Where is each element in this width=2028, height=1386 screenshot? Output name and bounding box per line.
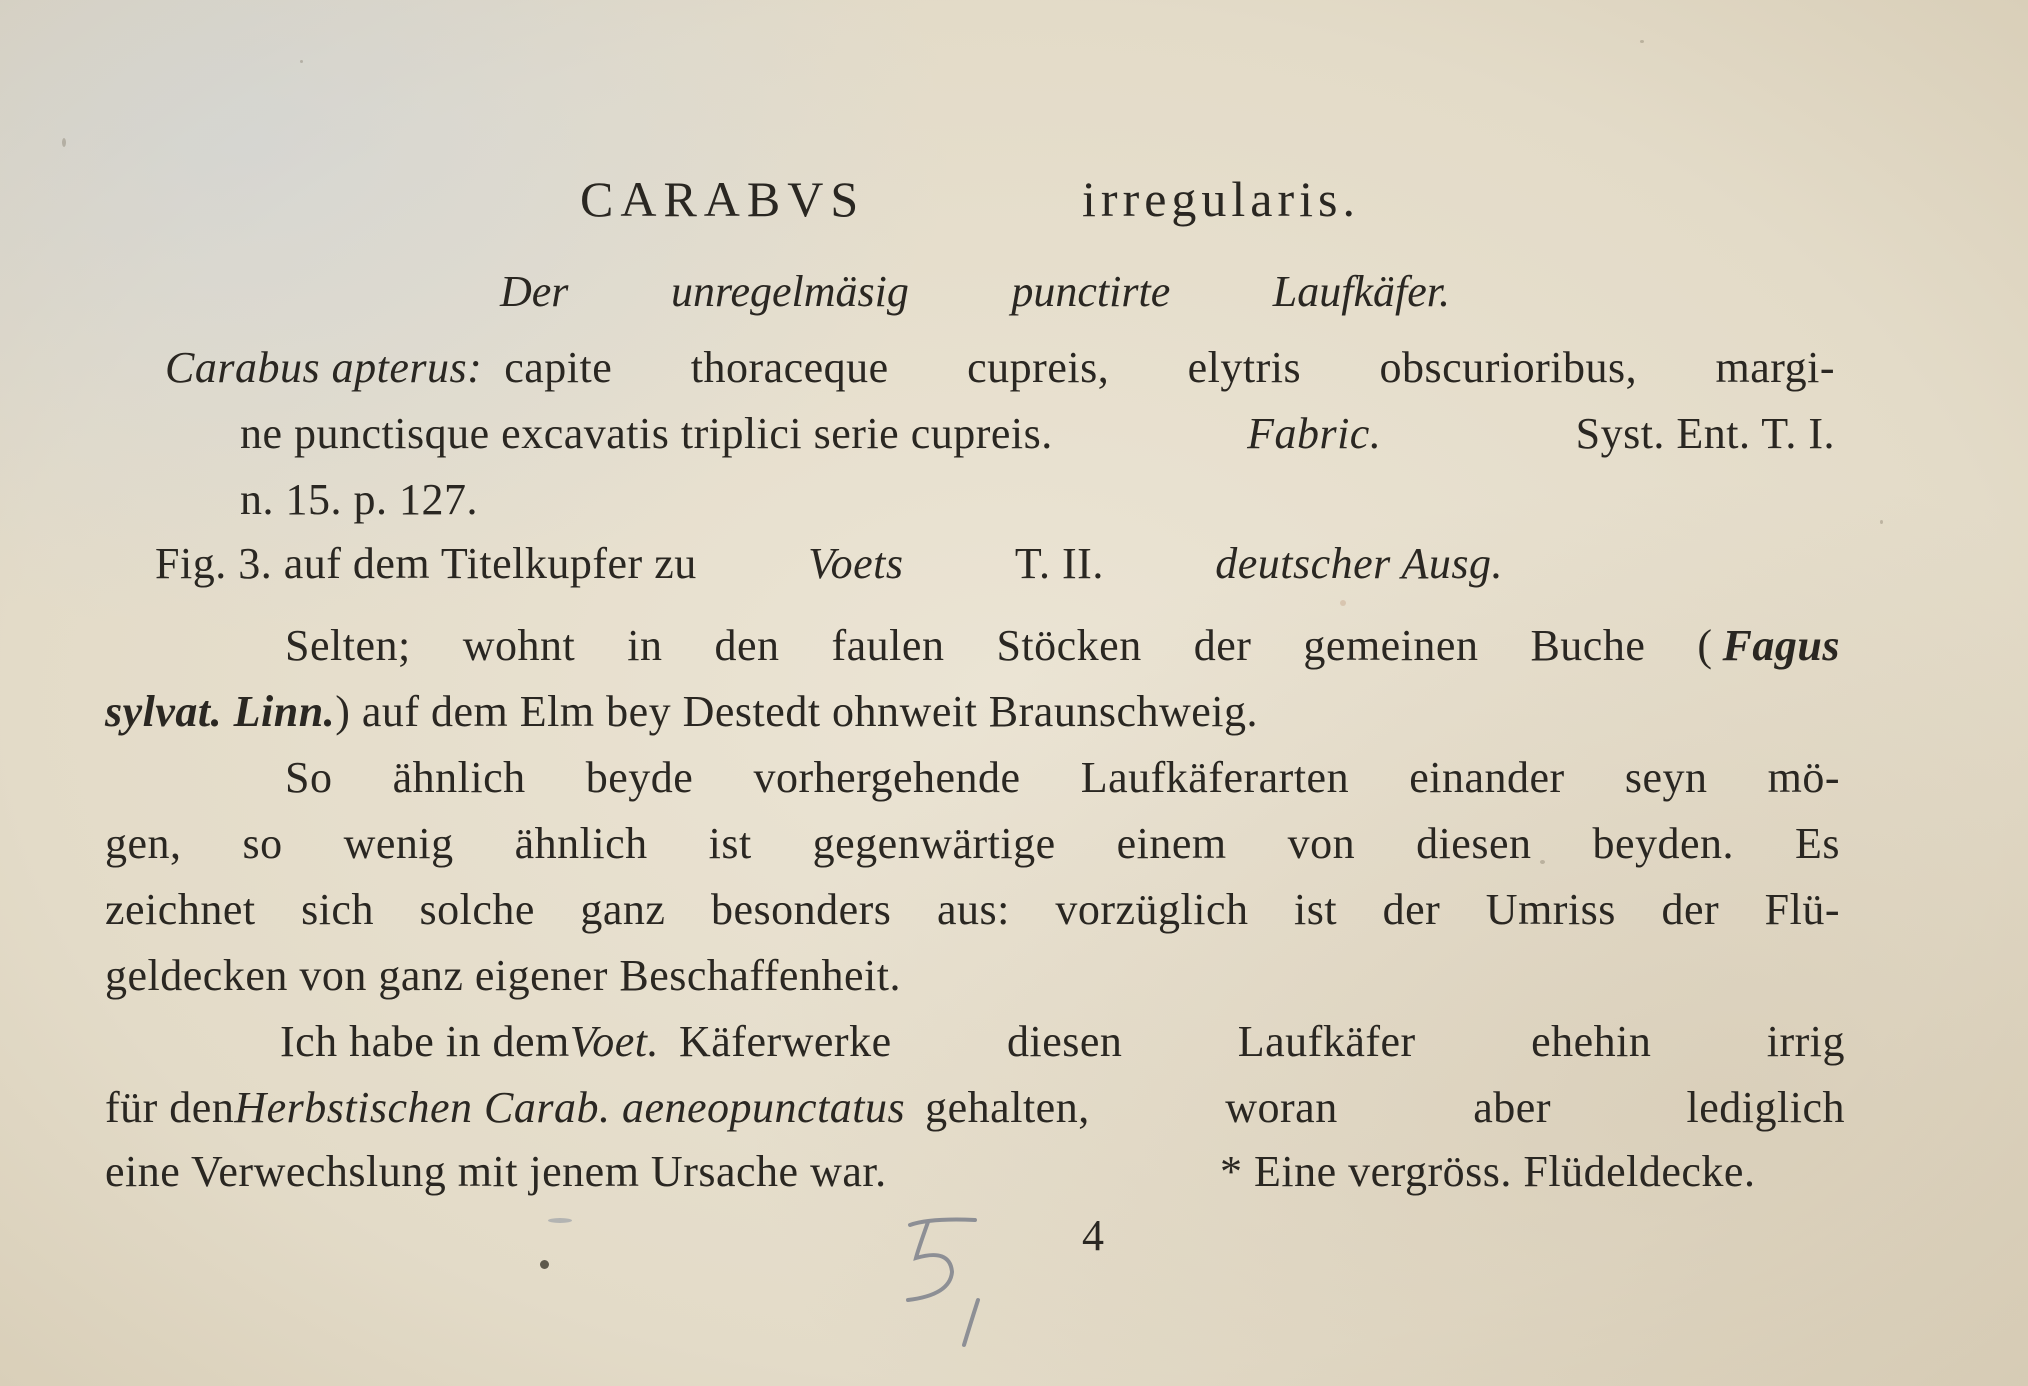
paragraph-text: gehalten, woran aber lediglich <box>925 1083 1845 1132</box>
description-text: capite thoraceque cupreis, elytris obscurioribus, margi- <box>504 343 1835 392</box>
paragraph-text: eine Verwechslung mit jenem Ursache war. <box>105 1147 887 1196</box>
caption-text: * Eine vergröss. Flüdeldecke. <box>1220 1147 1756 1196</box>
species-synonym: Carabus apterus: <box>165 343 483 392</box>
subtitle-word: punctirte <box>1011 267 1171 316</box>
reference-author: Fabric. <box>1247 409 1382 458</box>
page-title <box>580 170 1360 228</box>
figure-text: T. II. <box>1014 539 1104 588</box>
subtitle-word: unregelmäsig <box>670 267 909 316</box>
paragraph-text: So ähnlich beyde vorhergehende Laufkäferarten einander seyn mö- <box>285 753 1840 802</box>
page-number: 4 <box>1082 1211 1104 1260</box>
author-reference: Voet. <box>569 1017 659 1066</box>
paragraph-text: zeichnet sich solche ganz besonders aus: vorzüglich ist der Umriss der Flü- <box>105 885 1840 934</box>
handwritten-mark-text: 5 <box>890 1200 891 1201</box>
paper-speck <box>548 1218 572 1223</box>
latin-name: Herbstischen Carab. aeneopunctatus <box>234 1083 906 1132</box>
subtitle-word: Der <box>500 267 569 316</box>
german-subtitle <box>500 266 1450 317</box>
reference-text: n. 15. p. 127. <box>240 475 478 524</box>
genus-name: CARABVS <box>580 171 866 227</box>
figure-reference <box>155 539 1503 588</box>
ink-blot <box>540 1260 549 1269</box>
figure-text: Fig. 3. auf dem Titelkupfer zu <box>155 539 697 588</box>
paragraph-text: geldecken von ganz eigener Beschaffenheit. <box>105 951 901 1000</box>
species-name: irregularis. <box>1082 171 1360 227</box>
subtitle-word: Laufkäfer. <box>1272 267 1450 316</box>
paragraph-2-line-1 <box>285 753 1840 802</box>
paper-speck <box>62 138 66 147</box>
latin-name: sylvat. Linn. <box>105 687 336 736</box>
description-line-3 <box>240 475 478 524</box>
paragraph-text: gen, so wenig ähnlich ist gegenwärtige einem von diesen beyden. Es <box>105 819 1840 868</box>
handwritten-pencil-mark <box>890 1200 1000 1350</box>
figure-caption <box>1220 1147 1756 1196</box>
description-line-2 <box>240 409 1835 458</box>
paragraph-2-line-2 <box>105 819 1840 868</box>
paragraph-1-line-1 <box>285 621 1840 670</box>
paragraph-text: Käferwerke diesen Laufkäfer ehehin irrig <box>678 1017 1845 1066</box>
figure-edition: deutscher Ausg. <box>1215 539 1503 588</box>
paragraph-1-line-2 <box>105 687 1259 736</box>
paragraph-text: Selten; wohnt in den faulen Stöcken der gemeinen Buche ( <box>285 621 1713 670</box>
description-line-1 <box>165 343 1835 392</box>
paragraph-text: Ich habe in dem <box>280 1017 570 1066</box>
description-text: ne punctisque excavatis triplici serie cupreis. <box>240 409 1053 458</box>
paper-speck <box>1340 600 1346 606</box>
paper-speck <box>1640 40 1644 43</box>
reference-text: Syst. Ent. T. I. <box>1575 409 1835 458</box>
paragraph-3-line-2 <box>105 1083 1845 1132</box>
paragraph-3-line-1 <box>280 1017 1845 1066</box>
paper-speck <box>1880 520 1883 524</box>
paragraph-2-line-4 <box>105 951 901 1000</box>
paragraph-2-line-3 <box>105 885 1840 934</box>
paragraph-3-line-3 <box>105 1147 887 1196</box>
latin-name: Fagus <box>1722 621 1840 670</box>
figure-author: Voets <box>808 539 904 588</box>
paragraph-text: ) auf dem Elm bey Destedt ohnweit Braunschweig. <box>335 687 1259 736</box>
paragraph-text: für den <box>105 1083 235 1132</box>
paper-speck <box>300 60 303 63</box>
